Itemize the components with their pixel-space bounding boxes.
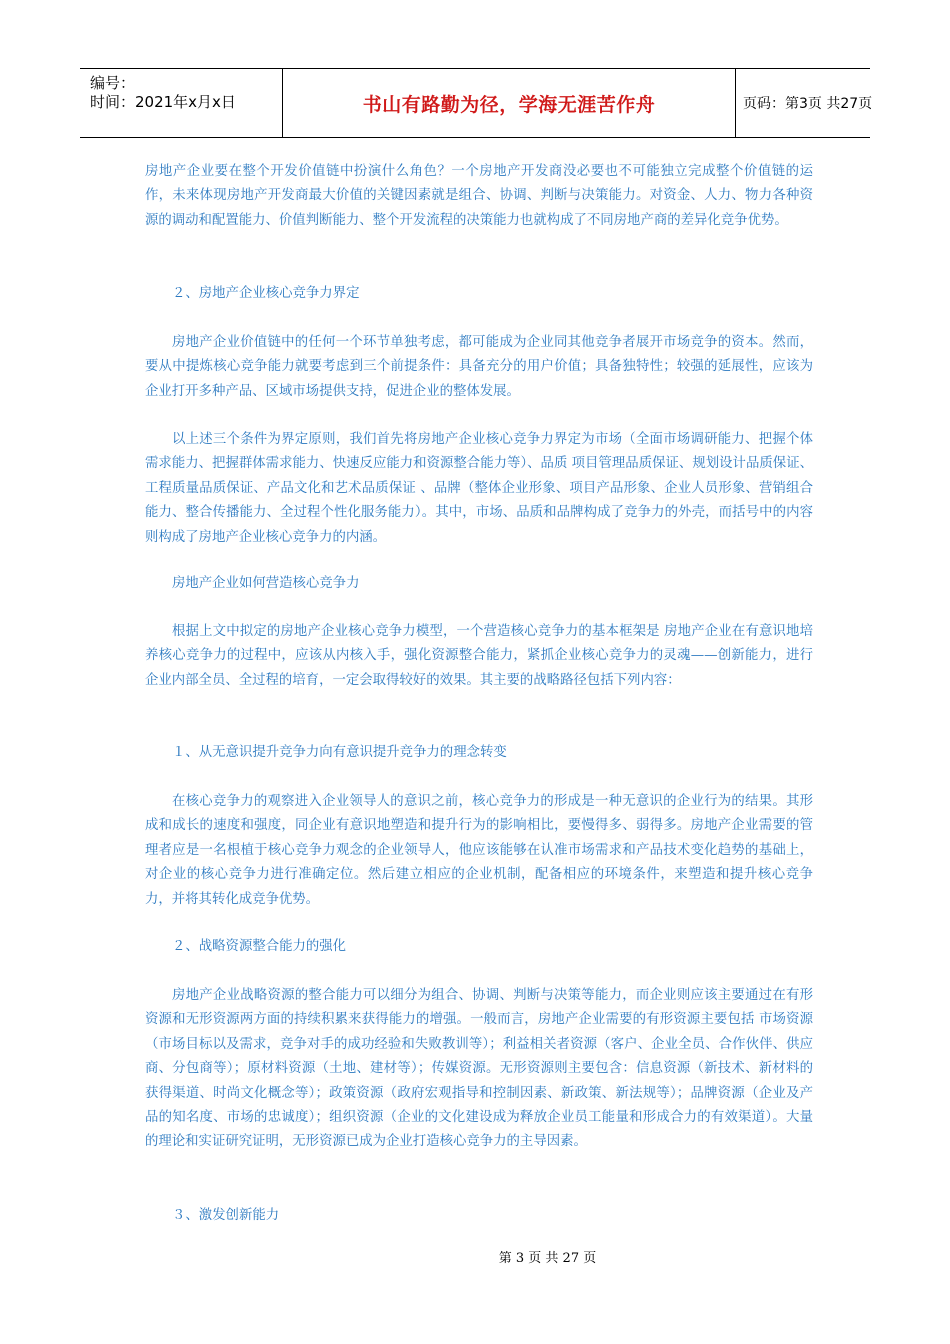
paragraph-core-definition-conditions: 房地产企业价值链中的任何一个环节单独考虑，都可能成为企业同其他竞争者展开市场竞争的资本。然而，要从中提炼核心竞争能力就要考虑到三个前提条件：具备充分的用户价值；具备独特性；较强的延展性，应该为企业打开多种产品、区域市场提供支持，促进企业的整体发展。 <box>145 335 813 399</box>
paragraph-framework: 根据上文中拟定的房地产企业核心竞争力模型，一个营造核心竞争力的基本框架是 房地产企业在有意识地培养核心竞争力的过程中，应该从内核入手，强化资源整合能力，紧抓企业核心竞争力的灵魂——创新能力，进行企业内部全员、全过程的培育，一定会取得较好的效果。其主要的战略路径包括下列内容： <box>145 624 813 688</box>
document-date-label: 时间：2021年x月x日 <box>90 93 236 111</box>
page-footer: 第 3 页 共 27 页 <box>498 1251 597 1266</box>
document-number-label: 编号： <box>90 74 136 92</box>
section-heading-how-to-build: 房地产企业如何营造核心竞争力 <box>172 576 360 591</box>
paragraph-resources: 房地产企业战略资源的整合能力可以细分为组合、协调、判断与决策等能力，而企业则应该主要通过在有形资源和无形资源两方面的持续积累来获得能力的增强。一般而言，房地产企业需要的有形资源主要包括 市场资源（市场目标以及需求，竞争对手的成功经验和失败教训等）；利益相关者资源（客户、企业全员、合作伙伴、供应商、分包商等）；原材料资源（土地、建材等）；传媒资源。无形资源则主要包含：信息资源（新技术、新材料的获得渠道、时尚文化概念等）；政策资源（政府宏观指导和控制因素、新政策、新法规等）；品牌资源（企业及产品的知名度、市场的忠诚度）；组织资源（企业的文化建设成为释放企业员工能量和形成合力的有效渠道）。大量的理论和实证研究证明，无形资源已成为企业打造核心竞争力的主导因素。 <box>145 988 813 1150</box>
paragraph-core-definition-scope: 以上述三个条件为界定原则，我们首先将房地产企业核心竞争力界定为市场（全面市场调研能力、把握个体需求能力、把握群体需求能力、快速反应能力和资源整合能力等）、品质 项目管理品质保证、规划设计品质保证、工程质量品质保证、产品文化和艺术品质保证 、品牌（整体企业形象、项目产品形象、企业人员形象、营销组合能力、整合传播能力、全过程个性化服务能力）。其中，市场、品质和品牌构成了竞争力的外壳，而括号中的内容则构成了房地产企业核心竞争力的内涵。 <box>145 432 813 545</box>
section-heading-2-definition: ２、房地产企业核心竞争力界定 <box>172 286 360 301</box>
section-heading-2-resources: ２、战略资源整合能力的强化 <box>172 939 347 954</box>
header-page-cell <box>735 69 873 137</box>
motto-text: 书山有路勤为径，学海无涯苦作舟 <box>362 93 656 116</box>
header-meta-cell <box>80 69 282 137</box>
section-heading-3-innovation: ３、激发创新能力 <box>172 1208 280 1223</box>
header-motto-cell <box>282 69 736 137</box>
page-number-label: 页码：第3页 共27页 <box>743 96 873 112</box>
paragraph-value-chain-role: 房地产企业要在整个开发价值链中扮演什么角色？一个房地产开发商没必要也不可能独立完成整个价值链的运作，未来体现房地产开发商最大价值的关键因素就是组合、协调、判断与决策能力。对资金、人力、物力各种资源的调动和配置能力、价值判断能力、整个开发流程的决策能力也就构成了不同房地产商的差异化竞争优势。 <box>145 164 813 228</box>
section-heading-1-mindset: １、从无意识提升竞争力向有意识提升竞争力的理念转变 <box>172 745 507 760</box>
paragraph-mindset: 在核心竞争力的观察进入企业领导人的意识之前，核心竞争力的形成是一种无意识的企业行为的结果。其形成和成长的速度和强度，同企业有意识地塑造和提升行为的影响相比，要慢得多、弱得多。房地产企业需要的管理者应是一名根植于核心竞争力观念的企业领导人，他应该能够在认准市场需求和产品技术变化趋势的基础上，对企业的核心竞争力进行准确定位。然后建立相应的企业机制，配备相应的环境条件，来塑造和提升核心竞争力，并将其转化成竞争优势。 <box>145 794 813 907</box>
page-header <box>80 68 873 138</box>
